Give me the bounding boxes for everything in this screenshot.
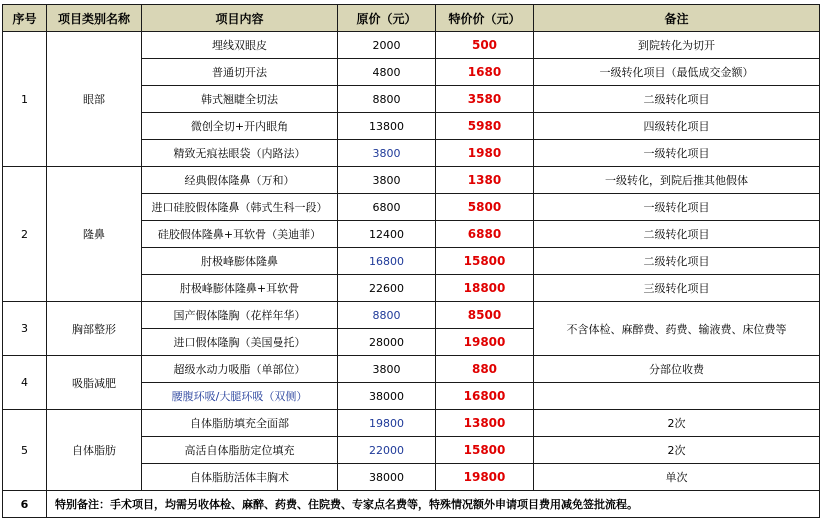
item-content: 普通切开法 — [142, 59, 338, 86]
header-special-price: 特价价（元） — [436, 5, 534, 32]
original-price: 28000 — [338, 329, 436, 356]
special-price: 1380 — [436, 167, 534, 194]
item-content: 进口硅胶假体隆鼻（韩式生科一段） — [142, 194, 338, 221]
special-price: 3580 — [436, 86, 534, 113]
item-note: 2次 — [534, 410, 820, 437]
item-content: 进口假体隆胸（美国曼托） — [142, 329, 338, 356]
table-row — [3, 410, 820, 437]
header-seq: 序号 — [3, 5, 47, 32]
special-price: 6880 — [436, 221, 534, 248]
item-note: 一级转化项目（最低成交金额） — [534, 59, 820, 86]
item-note: 四级转化项目 — [534, 113, 820, 140]
group-category: 眼部 — [47, 32, 142, 167]
original-price: 3800 — [338, 356, 436, 383]
group-note: 不含体检、麻醉费、药费、输液费、床位费等 — [534, 302, 820, 356]
item-content: 肘极峰膨体隆鼻 — [142, 248, 338, 275]
item-note: 到院转化为切开 — [534, 32, 820, 59]
original-price: 13800 — [338, 113, 436, 140]
item-note: 分部位收费 — [534, 356, 820, 383]
item-content: 国产假体隆胸（花样年华） — [142, 302, 338, 329]
special-price: 18800 — [436, 275, 534, 302]
special-price: 8500 — [436, 302, 534, 329]
item-content: 微创全切+开内眼角 — [142, 113, 338, 140]
item-content: 经典假体隆鼻（万和） — [142, 167, 338, 194]
item-content: 高活自体脂肪定位填充 — [142, 437, 338, 464]
original-price: 16800 — [338, 248, 436, 275]
item-note: 一级转化，到院后推其他假体 — [534, 167, 820, 194]
item-note: 2次 — [534, 437, 820, 464]
header-note: 备注 — [534, 5, 820, 32]
table-row — [3, 167, 820, 194]
original-price: 8800 — [338, 302, 436, 329]
original-price: 19800 — [338, 410, 436, 437]
original-price: 6800 — [338, 194, 436, 221]
item-content: 埋线双眼皮 — [142, 32, 338, 59]
item-content: 自体脂肪活体丰胸术 — [142, 464, 338, 491]
original-price: 4800 — [338, 59, 436, 86]
special-price: 5980 — [436, 113, 534, 140]
group-category: 胸部整形 — [47, 302, 142, 356]
original-price: 3800 — [338, 140, 436, 167]
group-seq: 5 — [3, 410, 47, 491]
table-row — [3, 356, 820, 383]
footer-note: 特别备注：手术项目，均需另收体检、麻醉、药费、住院费、专家点名费等，特殊情况额外申请项目费用减免签批流程。 — [47, 491, 820, 518]
footer-seq: 6 — [3, 491, 47, 518]
item-note — [534, 383, 820, 410]
special-price: 15800 — [436, 437, 534, 464]
item-note: 三级转化项目 — [534, 275, 820, 302]
item-note: 一级转化项目 — [534, 194, 820, 221]
original-price: 2000 — [338, 32, 436, 59]
original-price: 3800 — [338, 167, 436, 194]
header-row — [3, 5, 820, 32]
original-price: 22000 — [338, 437, 436, 464]
table-row — [3, 32, 820, 59]
original-price: 12400 — [338, 221, 436, 248]
original-price: 22600 — [338, 275, 436, 302]
group-category: 自体脂肪 — [47, 410, 142, 491]
item-note: 一级转化项目 — [534, 140, 820, 167]
special-price: 19800 — [436, 329, 534, 356]
item-content: 自体脂肪填充全面部 — [142, 410, 338, 437]
special-price: 13800 — [436, 410, 534, 437]
item-note: 二级转化项目 — [534, 221, 820, 248]
group-category: 吸脂减肥 — [47, 356, 142, 410]
price-table — [2, 4, 820, 518]
special-price: 1980 — [436, 140, 534, 167]
special-price: 5800 — [436, 194, 534, 221]
special-price: 1680 — [436, 59, 534, 86]
item-content: 韩式翘睫全切法 — [142, 86, 338, 113]
original-price: 38000 — [338, 383, 436, 410]
item-content: 超级水动力吸脂（单部位） — [142, 356, 338, 383]
item-content: 腰腹环吸/大腿环吸（双侧） — [142, 383, 338, 410]
original-price: 8800 — [338, 86, 436, 113]
special-price: 19800 — [436, 464, 534, 491]
header-original-price: 原价（元） — [338, 5, 436, 32]
group-seq: 1 — [3, 32, 47, 167]
item-note: 二级转化项目 — [534, 86, 820, 113]
item-note: 单次 — [534, 464, 820, 491]
group-seq: 2 — [3, 167, 47, 302]
table-row — [3, 302, 820, 329]
original-price: 38000 — [338, 464, 436, 491]
header-content: 项目内容 — [142, 5, 338, 32]
item-content: 硅胶假体隆鼻+耳软骨（美迪菲） — [142, 221, 338, 248]
group-seq: 4 — [3, 356, 47, 410]
header-category: 项目类别名称 — [47, 5, 142, 32]
special-price: 880 — [436, 356, 534, 383]
special-price: 500 — [436, 32, 534, 59]
special-price: 16800 — [436, 383, 534, 410]
special-price: 15800 — [436, 248, 534, 275]
group-category: 隆鼻 — [47, 167, 142, 302]
item-note: 二级转化项目 — [534, 248, 820, 275]
group-seq: 3 — [3, 302, 47, 356]
item-content: 肘极峰膨体隆鼻+耳软骨 — [142, 275, 338, 302]
item-content: 精致无痕祛眼袋（内路法） — [142, 140, 338, 167]
footer-row — [3, 491, 820, 518]
